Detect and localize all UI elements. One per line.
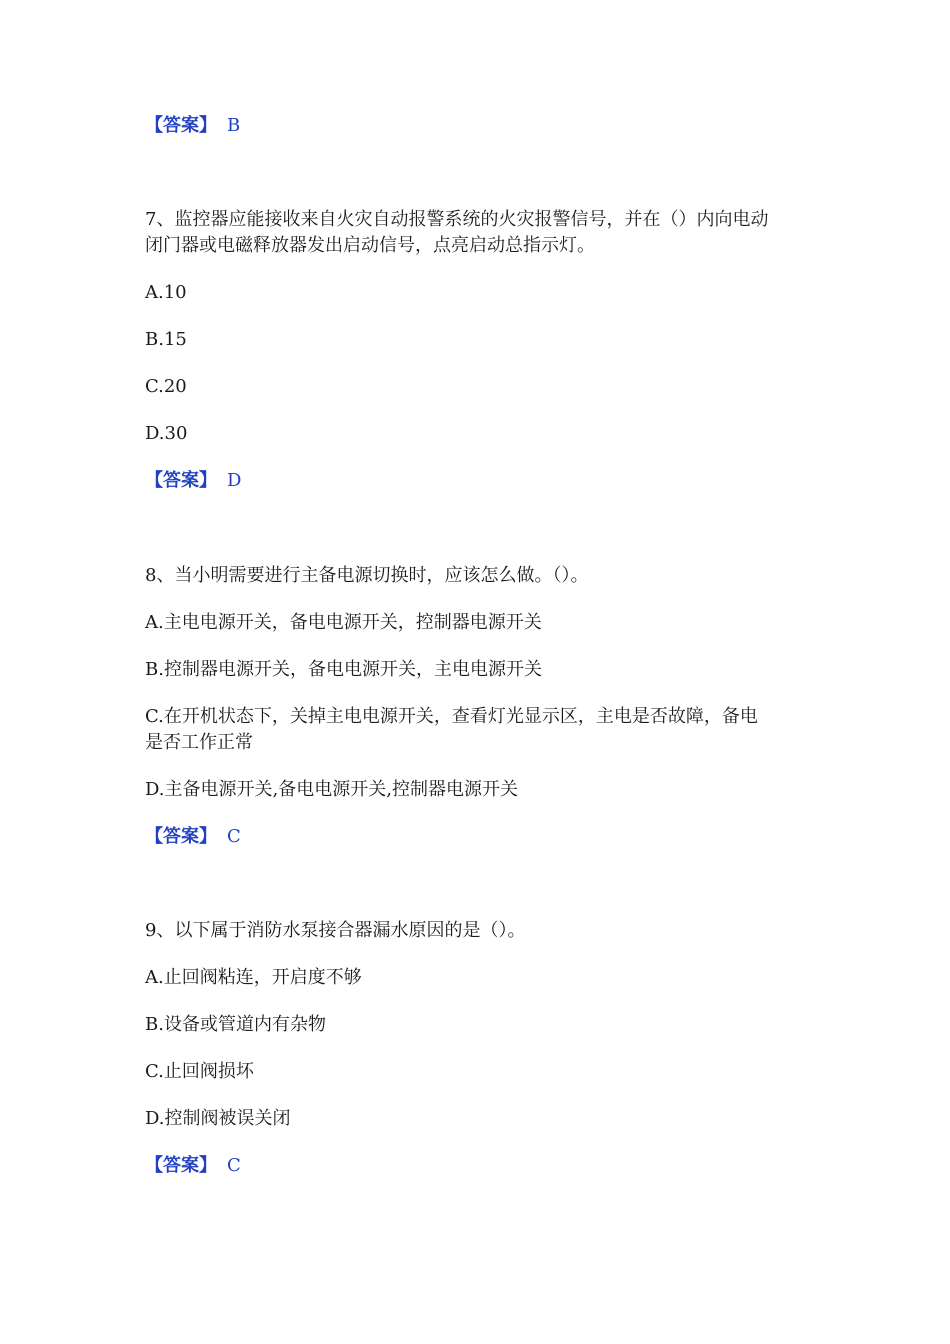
question-9-option-d: D.控制阀被误关闭	[145, 1108, 291, 1129]
answer-label: 【答案】	[145, 115, 217, 136]
question-8-option-c-line2: 是否工作正常	[145, 732, 253, 753]
answer-label: 【答案】	[145, 826, 217, 847]
answer-q6	[145, 113, 240, 139]
answer-q8	[145, 824, 241, 850]
answer-q9	[145, 1153, 241, 1179]
answer-q7	[145, 468, 241, 494]
question-9-option-b: B.设备或管道内有杂物	[145, 1014, 326, 1035]
question-8-option-a: A.主电电源开关，备电电源开关，控制器电源开关	[145, 612, 542, 633]
answer-value: D	[227, 470, 242, 491]
question-9-stem: 9、以下属于消防水泵接合器漏水原因的是（）。	[145, 920, 526, 941]
question-8-option-d: D.主备电源开关,备电电源开关,控制器电源开关	[145, 779, 518, 800]
question-7-stem-line2: 闭门器或电磁释放器发出启动信号，点亮启动总指示灯。	[145, 235, 595, 256]
question-9-option-a: A.止回阀粘连，开启度不够	[145, 967, 362, 988]
answer-value: C	[227, 826, 241, 847]
answer-value: C	[227, 1155, 241, 1176]
question-7-option-b: B.15	[145, 329, 187, 350]
question-8-stem: 8、当小明需要进行主备电源切换时，应该怎么做。（）。	[145, 565, 589, 586]
question-9-option-c: C.止回阀损坏	[145, 1061, 254, 1082]
question-7-option-d: D.30	[145, 423, 188, 444]
question-8-option-c-line1: C.在开机状态下，关掉主电电源开关，查看灯光显示区，主电是否故障，备电	[145, 706, 758, 727]
question-8-option-b: B.控制器电源开关，备电电源开关，主电电源开关	[145, 659, 542, 680]
answer-value: B	[227, 115, 241, 136]
answer-label: 【答案】	[145, 1155, 217, 1176]
question-7-option-a: A.10	[145, 282, 187, 303]
question-7-option-c: C.20	[145, 376, 187, 397]
question-7-stem-line1: 7、监控器应能接收来自火灾自动报警系统的火灾报警信号，并在（）内向电动	[145, 209, 769, 230]
answer-label: 【答案】	[145, 470, 217, 491]
